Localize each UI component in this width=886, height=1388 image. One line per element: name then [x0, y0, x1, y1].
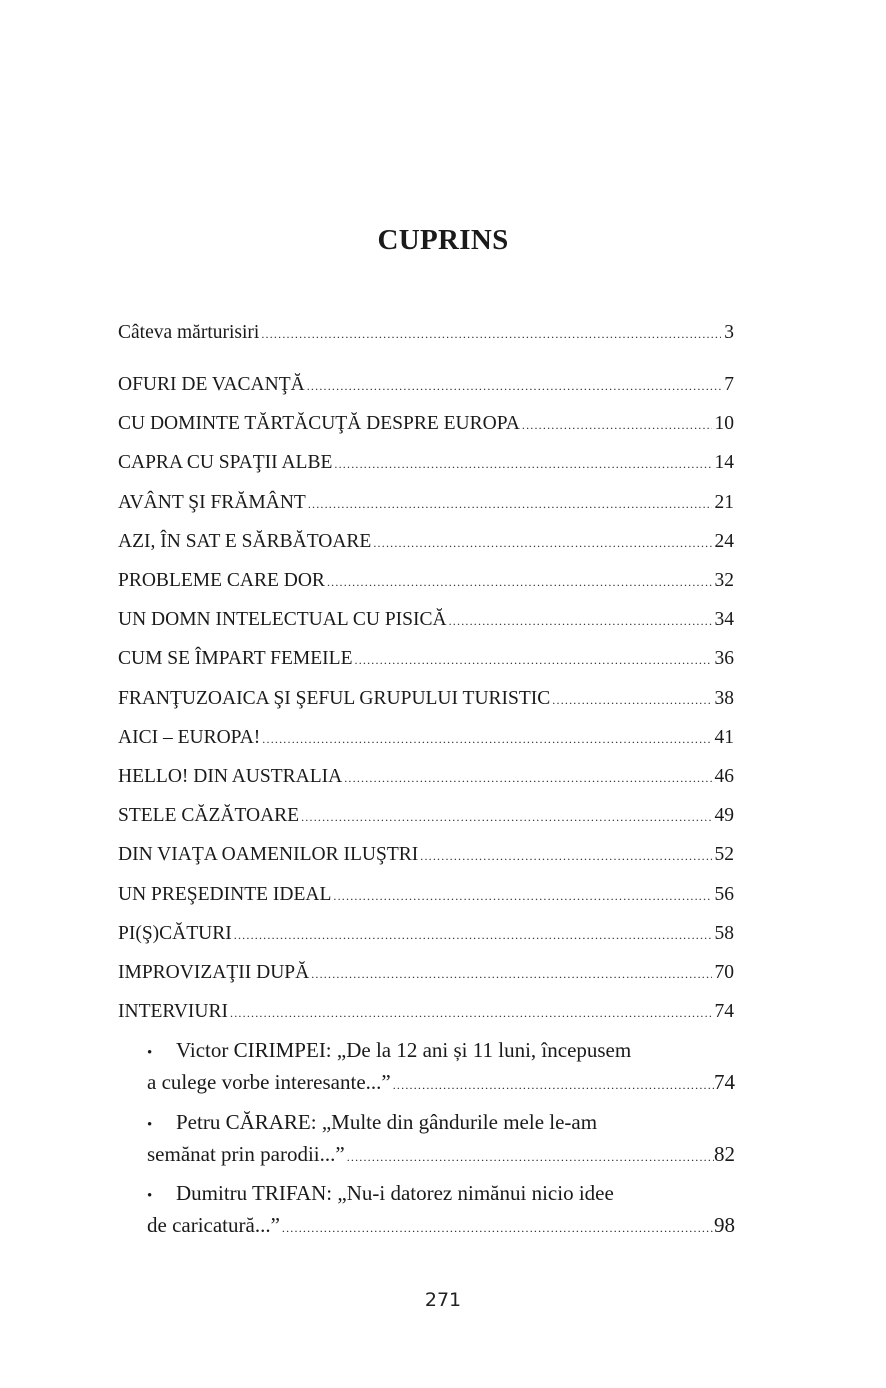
toc-entry[interactable] [118, 844, 734, 870]
toc-entry-page: 3 [724, 322, 734, 343]
toc-entry-page: 7 [724, 374, 734, 395]
dot-leader [333, 889, 711, 904]
toc-entry-title: AICI – EUROPA! [118, 726, 261, 748]
dot-leader [334, 457, 711, 472]
toc-entry-page: 38 [714, 687, 734, 709]
toc-entry-page: 74 [714, 1001, 734, 1023]
interview-entry[interactable] [147, 1110, 735, 1172]
toc-entry[interactable] [118, 492, 734, 518]
toc-entry-title: UN DOMN INTELECTUAL CU PISICĂ [118, 609, 447, 631]
toc-entry-page: 10 [714, 413, 734, 435]
toc-entry-page: 58 [714, 922, 734, 944]
dot-leader [301, 810, 711, 825]
toc-entry-page: 70 [714, 962, 734, 983]
toc-entry-page: 14 [714, 452, 734, 474]
toc-entry-page: 46 [714, 766, 734, 787]
interview-page: 82 [714, 1142, 735, 1166]
toc-entry[interactable] [118, 923, 734, 949]
toc-entry-title: AVÂNT ŞI FRĂMÂNT [118, 491, 306, 513]
interview-entry[interactable] [147, 1181, 735, 1243]
toc-entry-title: CAPRA CU SPAŢII ALBE [118, 452, 333, 474]
toc-entry[interactable] [118, 962, 734, 988]
interview-entry[interactable] [147, 1038, 735, 1100]
toc-entry-page: 32 [714, 570, 734, 591]
dot-leader [344, 771, 711, 786]
toc-entry-page: 52 [714, 844, 734, 866]
interview-page: 98 [714, 1213, 735, 1237]
dot-leader [307, 379, 722, 394]
page-number: 271 [424, 1289, 462, 1311]
toc-entry[interactable] [118, 322, 734, 348]
toc-entry-page: 36 [714, 648, 734, 670]
toc-entry-title: PI(Ş)CĂTURI [118, 922, 232, 944]
toc-entry-page: 56 [714, 883, 734, 905]
toc-entry-page: 49 [714, 805, 734, 827]
toc-entry[interactable] [118, 374, 734, 400]
toc-entry-page: 34 [714, 609, 734, 631]
toc-entry-title: AZI, ÎN SAT E SĂRBĂTOARE [118, 530, 372, 552]
toc-entry-title: IMPROVIZAŢII DUPĂ [118, 962, 310, 983]
bullet-icon: • [147, 1045, 153, 1061]
toc-entry-title: FRANŢUZOAICA ŞI ŞEFUL GRUPULUI TURISTIC [118, 687, 551, 709]
toc-entry-page: 21 [714, 491, 734, 513]
dot-leader [373, 536, 711, 551]
toc-entry-page: 41 [714, 726, 734, 748]
interview-title-line1: Petru CĂRARE: „Multe din gândurile mele le-am [176, 1110, 598, 1134]
bullet-icon: • [147, 1117, 153, 1133]
toc-entry[interactable] [118, 884, 734, 910]
page-title: CUPRINS [377, 224, 509, 256]
toc-entry-title: STELE CĂZĂTOARE [118, 805, 300, 827]
toc-entry[interactable] [118, 531, 734, 557]
dot-leader [393, 1078, 714, 1093]
dot-leader [347, 1150, 714, 1165]
interview-title-line1: Dumitru TRIFAN: „Nu-i datorez nimănui nicio idee [176, 1181, 614, 1205]
dot-leader [261, 327, 721, 342]
toc-entry[interactable] [118, 1001, 734, 1027]
interview-title-line2: de caricatură...” [147, 1213, 280, 1237]
dot-leader [262, 732, 711, 747]
toc-entry[interactable] [118, 727, 734, 753]
toc-entry-title: PROBLEME CARE DOR [118, 570, 325, 591]
dot-leader [420, 849, 711, 864]
toc-entry-title: OFURI DE VACANŢĂ [118, 374, 305, 395]
toc-entry-title: CU DOMINTE TĂRTĂCUŢĂ DESPRE EUROPA [118, 413, 520, 435]
toc-entry-page: 24 [714, 530, 734, 552]
interview-title-line1: Victor CIRIMPEI: „De la 12 ani și 11 luni, începusem [176, 1038, 632, 1062]
interview-title-line2: a culege vorbe interesante...” [147, 1070, 391, 1094]
dot-leader [355, 653, 712, 668]
dot-leader [311, 967, 711, 982]
toc-entry[interactable] [118, 648, 734, 674]
toc-entry-title: Câteva mărturisiri [118, 322, 260, 343]
dot-leader [282, 1221, 714, 1236]
toc-entry-title: UN PREŞEDINTE IDEAL [118, 883, 332, 905]
toc-entry-title: HELLO! DIN AUSTRALIA [118, 766, 343, 787]
toc-entry-title: INTERVIURI [118, 1001, 229, 1023]
toc-entry[interactable] [118, 805, 734, 831]
toc-entry[interactable] [118, 413, 734, 439]
toc-entry[interactable] [118, 452, 734, 478]
toc-entry[interactable] [118, 766, 734, 792]
dot-leader [449, 614, 712, 629]
toc-entry[interactable] [118, 688, 734, 714]
toc-entry[interactable] [118, 609, 734, 635]
interview-title-line2: semănat prin parodii...” [147, 1142, 345, 1166]
dot-leader [234, 928, 712, 943]
dot-leader [552, 693, 711, 708]
toc-entry[interactable] [118, 570, 734, 596]
interview-page: 74 [714, 1070, 735, 1094]
dot-leader [230, 1006, 711, 1021]
dot-leader [522, 418, 712, 433]
dot-leader [327, 575, 712, 590]
bullet-icon: • [147, 1188, 153, 1204]
toc-entry-title: CUM SE ÎMPART FEMEILE [118, 648, 353, 670]
dot-leader [308, 497, 712, 512]
toc-entry-title: DIN VIAŢA OAMENILOR ILUŞTRI [118, 844, 419, 866]
